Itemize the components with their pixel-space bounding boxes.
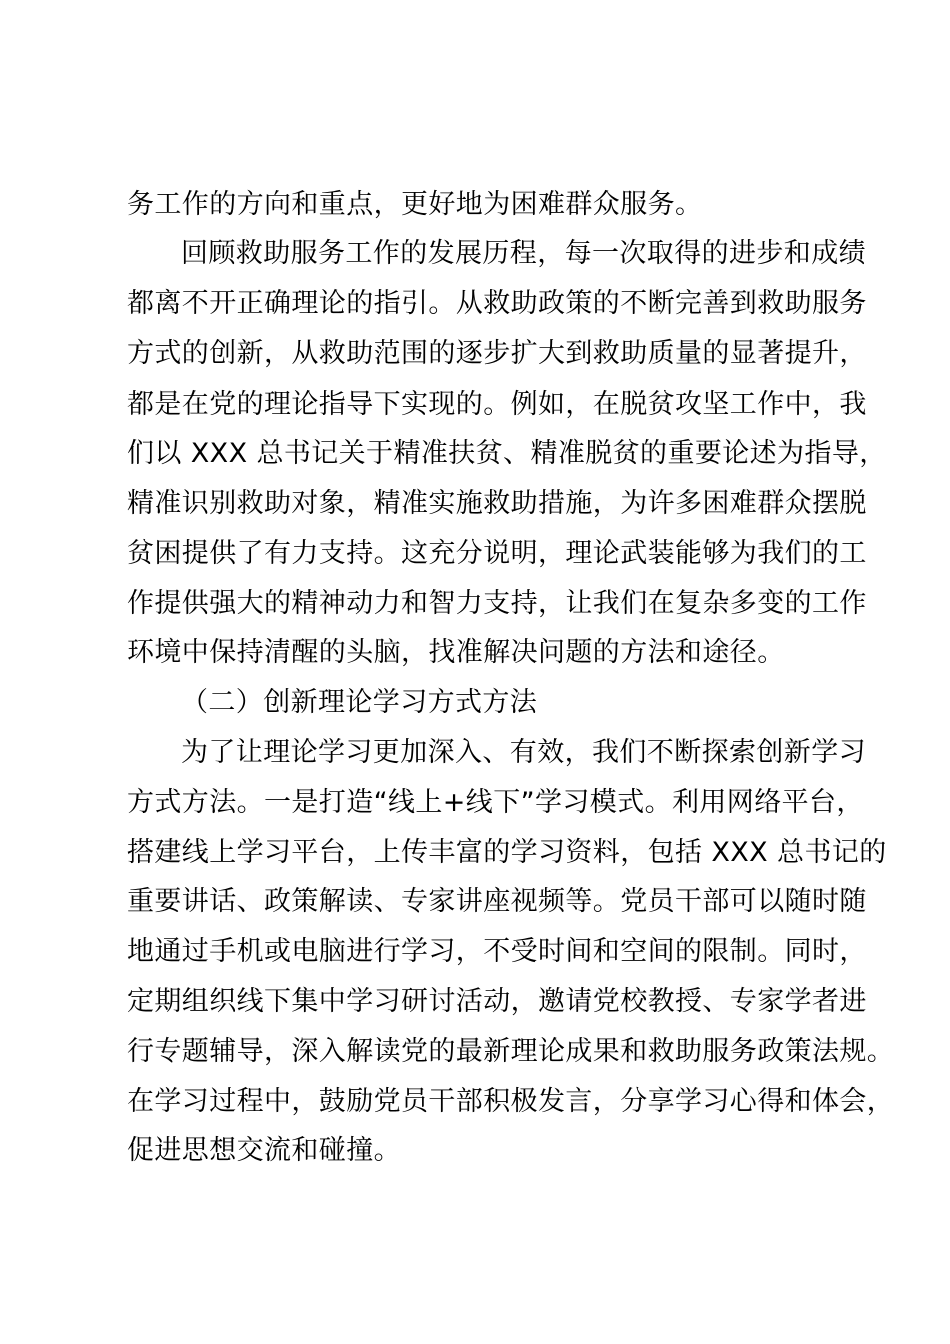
- text-line: 搭建线上学习平台，上传丰富的学习资料，包括 XXX 总书记的: [127, 837, 887, 868]
- text-line: 重要讲话、政策解读、专家讲座视频等。党员干部可以随时随: [127, 886, 867, 917]
- text-line: 精准识别救助对象，精准实施救助措施，为许多困难群众摆脱: [127, 488, 867, 519]
- paragraph-start-line: 为了让理论学习更加深入、有效，我们不断探索创新学习: [181, 737, 866, 768]
- text-line: 促进思想交流和碰撞。: [127, 1135, 401, 1166]
- text-line: 都是在党的理论指导下实现的。例如，在脱贫攻坚工作中，我: [127, 389, 867, 420]
- text-line: 务工作的方向和重点，更好地为困难群众服务。: [127, 189, 703, 220]
- text-line: 环境中保持清醒的头脑，找准解决问题的方法和途径。: [127, 637, 785, 668]
- text-line: 地通过手机或电脑进行学习，不受时间和空间的限制。同时，: [127, 936, 867, 967]
- text-line: 都离不开正确理论的指引。从救助政策的不断完善到救助服务: [127, 288, 867, 319]
- text-line: 在学习过程中，鼓励党员干部积极发言，分享学习心得和体会，: [127, 1086, 895, 1117]
- text-line: 方式的创新，从救助范围的逐步扩大到救助质量的显著提升，: [127, 338, 867, 369]
- text-line: 行专题辅导，深入解读党的最新理论成果和救助服务政策法规。: [127, 1036, 895, 1067]
- text-line: 们以 XXX 总书记关于精准扶贫、精准脱贫的重要论述为指导，: [127, 438, 887, 469]
- section-heading: （二）创新理论学习方式方法: [181, 687, 538, 718]
- text-line: 定期组织线下集中学习研讨活动，邀请党校教授、专家学者进: [127, 986, 867, 1017]
- text-line: 方式方法。一是打造“线上+线下”学习模式。利用网络平台，: [127, 787, 864, 818]
- paragraph-start-line: 回顾救助服务工作的发展历程，每一次取得的进步和成绩: [181, 238, 866, 269]
- text-line: 贫困提供了有力支持。这充分说明，理论武装能够为我们的工: [127, 538, 867, 569]
- text-line: 作提供强大的精神动力和智力支持，让我们在复杂多变的工作: [127, 588, 867, 619]
